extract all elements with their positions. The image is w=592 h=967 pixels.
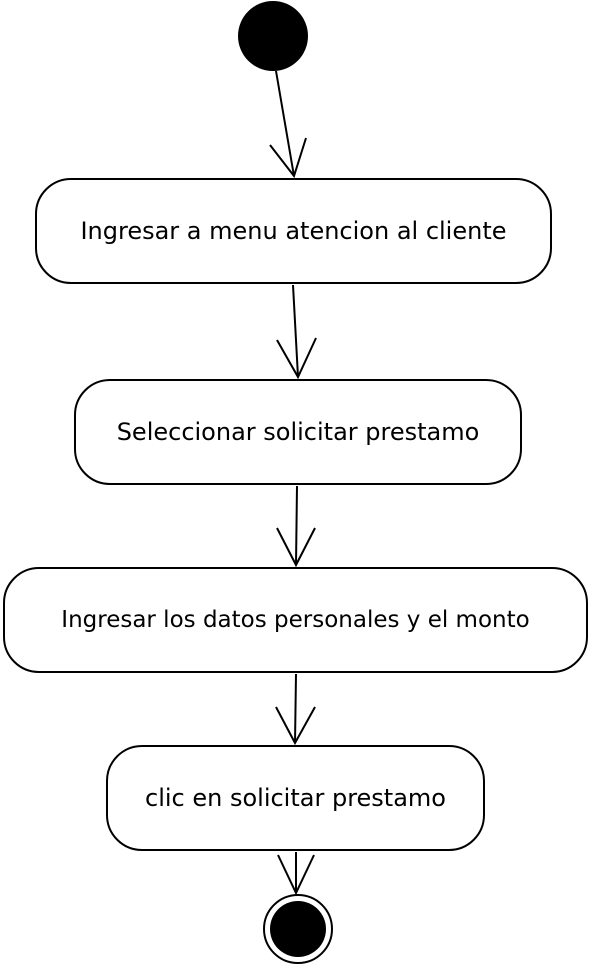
flow-ingresar-menu-to-seleccionar [277, 285, 316, 377]
final-node [264, 895, 332, 963]
activity-seleccionar-solicitar-prestamo [74, 379, 522, 485]
activity-label: clic en solicitar prestamo [145, 784, 446, 812]
flow-clic-to-final [278, 852, 314, 893]
activity-ingresar-datos-personales [3, 567, 588, 673]
initial-node [238, 1, 308, 71]
flow-ingresar-datos-to-clic [276, 674, 315, 743]
flow-start-to-ingresar-menu [270, 71, 306, 176]
activity-clic-solicitar-prestamo [106, 745, 485, 851]
activity-label: Ingresar los datos personales y el monto [61, 607, 530, 633]
flow-seleccionar-to-ingresar-datos [277, 486, 315, 565]
activity-label: Ingresar a menu atencion al cliente [80, 217, 507, 245]
activity-ingresar-menu-atencion [35, 178, 552, 284]
activity-label: Seleccionar solicitar prestamo [116, 418, 480, 446]
